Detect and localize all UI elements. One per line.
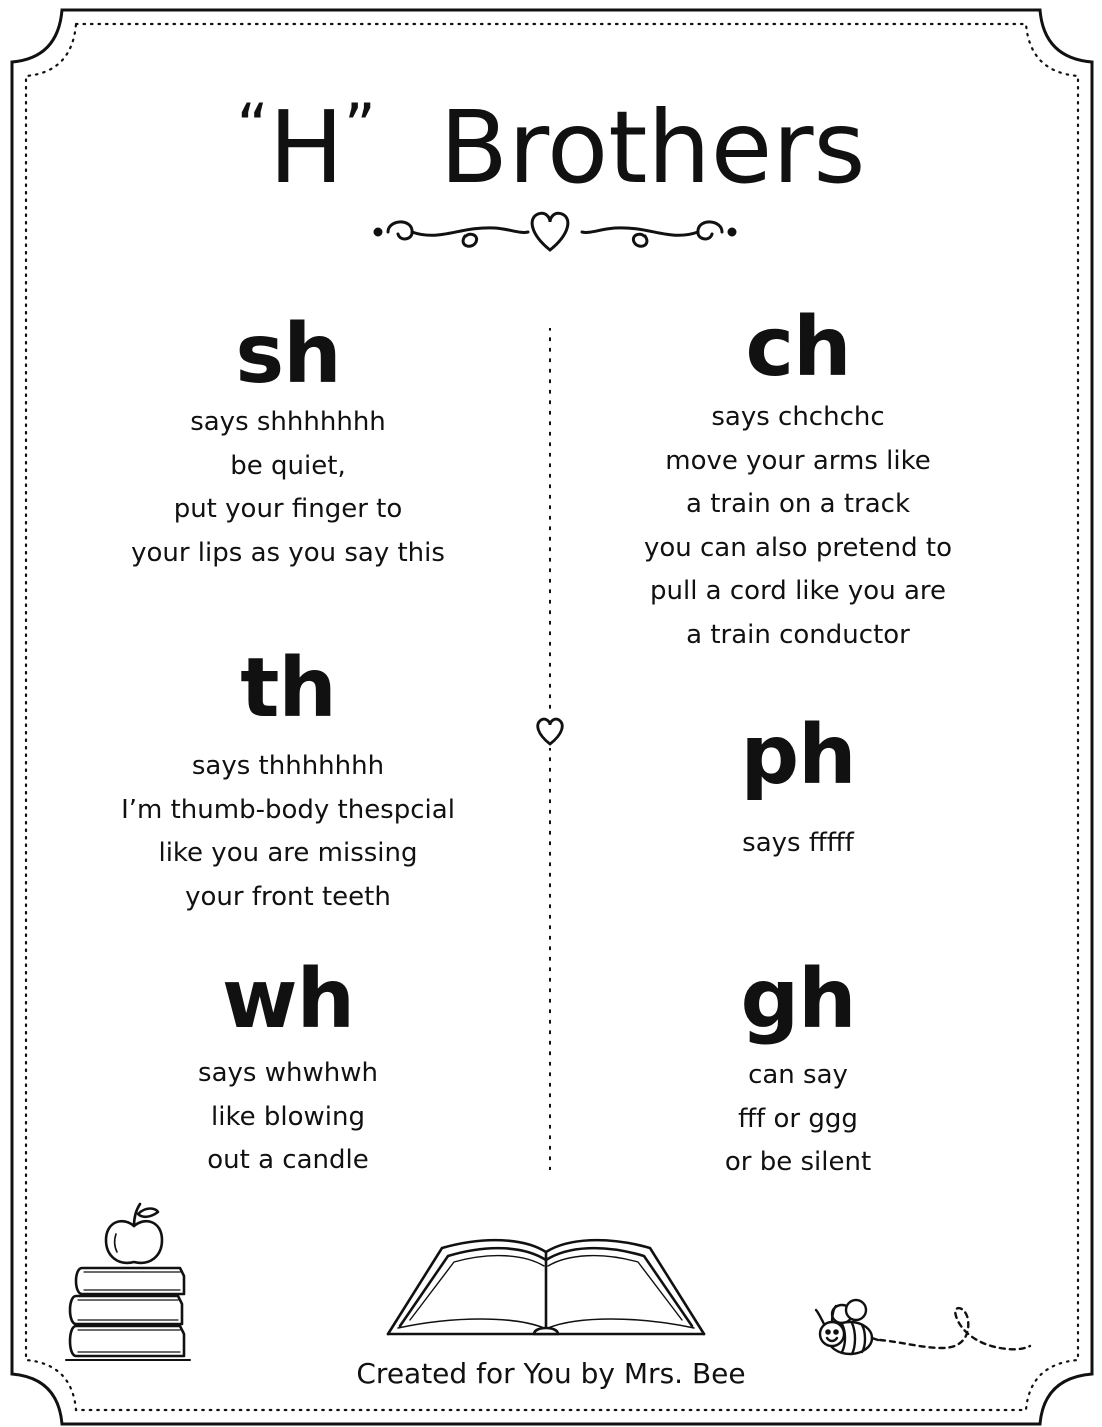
digraph-line: like you are missing [158,838,418,868]
digraph-line: a train on a track [686,489,910,519]
digraph-card-th [110,641,466,919]
digraph-heading: sh [235,307,341,402]
heart-icon [531,712,569,750]
digraph-line: put your finger to [173,494,403,524]
digraph-heading: wh [221,952,355,1047]
digraph-line: move your arms like [665,445,931,476]
title-letter: H [268,89,344,206]
digraph-line: you can also pretend to [643,532,953,563]
digraph-card-ch [620,300,976,657]
digraph-line: says thhhhhhh [191,751,385,781]
digraph-line: I’m thumb-body thespcial [121,794,455,825]
digraph-card-sh [110,307,466,575]
flourish-heart-icon [370,202,740,262]
digraph-line: fff or ggg [738,1103,858,1134]
digraph-heading: th [240,641,336,736]
digraph-card-wh [110,952,466,1183]
open-book-icon [384,1230,708,1346]
digraph-line: says chchchc [711,402,885,432]
digraph-heading: ch [745,300,851,395]
digraph-line: can say [748,1060,848,1090]
digraph-heading: gh [740,952,856,1047]
apple-on-books-icon [62,1198,194,1368]
footer-credit: Created for You by Mrs. Bee [356,1357,746,1390]
digraph-line: says whwhwh [198,1058,378,1088]
digraph-line: your front teeth [185,881,391,912]
digraph-line: says fffff [742,828,854,858]
page-title [0,62,1102,213]
digraph-line: out a candle [207,1145,369,1175]
title-quote-open: “ [236,90,269,163]
digraph-line: like blowing [211,1101,365,1132]
digraph-card-gh [620,952,976,1185]
digraph-line: be quiet, [230,450,346,481]
title-quote-close: ” [343,90,376,163]
digraph-line: your lips as you say this [131,537,445,568]
digraph-line: a train conductor [686,619,910,650]
digraph-card-ph [620,708,976,866]
title-word: Brothers [439,89,866,206]
digraph-line: or be silent [724,1147,872,1177]
digraph-line: says shhhhhhh [190,407,386,437]
digraph-heading: ph [740,708,856,803]
digraph-line: pull a cord like you are [649,576,947,606]
